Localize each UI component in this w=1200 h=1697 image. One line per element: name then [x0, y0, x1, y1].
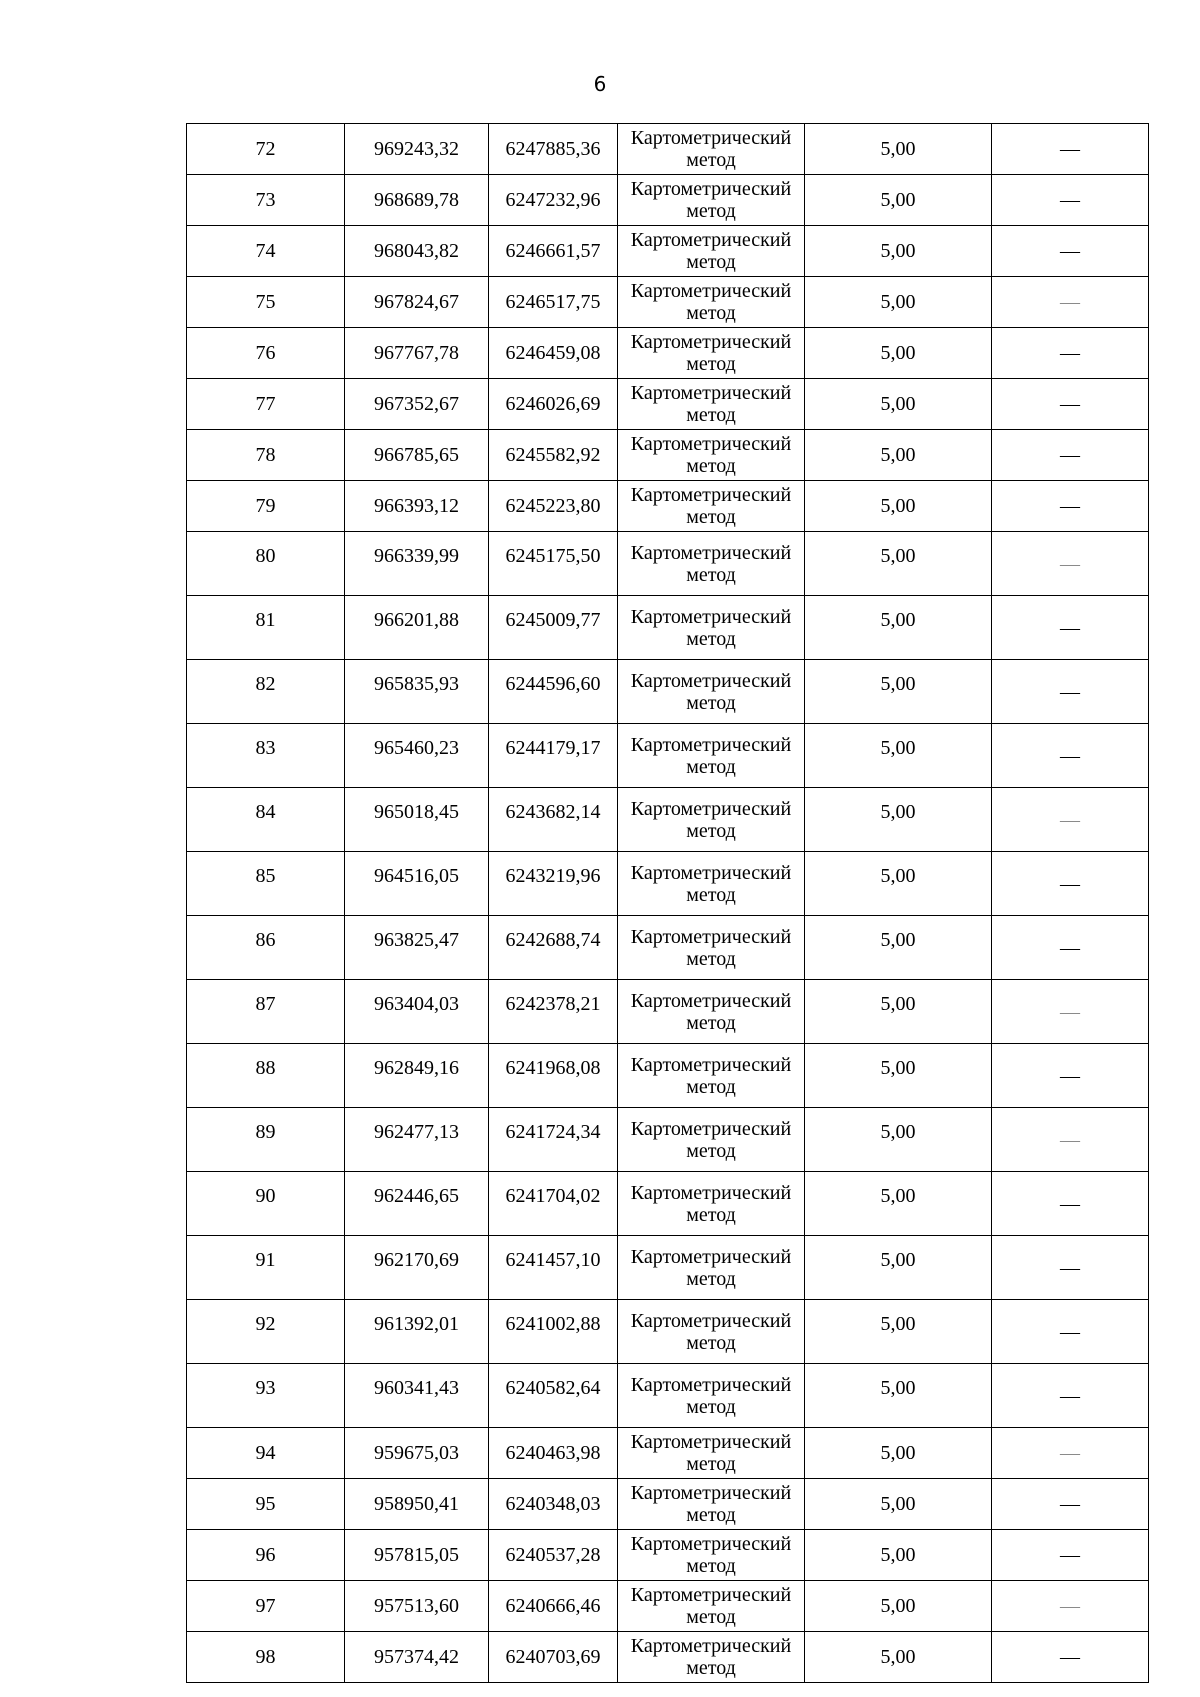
method-cell — [618, 1172, 805, 1236]
note-cell: — — [992, 1632, 1149, 1683]
note-cell: — — [992, 596, 1149, 660]
x-coordinate-cell: 961392,01 — [345, 1300, 489, 1364]
note-cell: — — [992, 532, 1149, 596]
method-cell — [618, 1044, 805, 1108]
method-cell — [618, 1479, 805, 1530]
method-cell — [618, 430, 805, 481]
accuracy-cell: 5,00 — [805, 430, 992, 481]
x-coordinate-cell: 964516,05 — [345, 852, 489, 916]
note-cell: — — [992, 916, 1149, 980]
y-coordinate-cell: 6244596,60 — [489, 660, 618, 724]
method-line-1: Картометрический — [630, 229, 792, 251]
y-coordinate-cell: 6243219,96 — [489, 852, 618, 916]
method-cell — [618, 1300, 805, 1364]
method-line-1: Картометрический — [630, 1309, 792, 1332]
note-cell: — — [992, 1044, 1149, 1108]
method-line-2: метод — [686, 302, 736, 324]
table-row — [187, 1108, 1149, 1172]
x-coordinate-cell: 966201,88 — [345, 596, 489, 660]
point-number-cell: 78 — [187, 430, 345, 481]
method-line-2: метод — [686, 947, 736, 970]
note-cell: — — [992, 1581, 1149, 1632]
note-cell: — — [992, 1108, 1149, 1172]
table-row — [187, 596, 1149, 660]
method-line-2: метод — [686, 1395, 736, 1418]
accuracy-cell: 5,00 — [805, 852, 992, 916]
accuracy-cell: 5,00 — [805, 328, 992, 379]
table-row — [187, 1530, 1149, 1581]
method-line-1: Картометрический — [630, 733, 792, 756]
method-cell — [618, 724, 805, 788]
method-line-1: Картометрический — [630, 669, 792, 692]
table-row — [187, 1172, 1149, 1236]
y-coordinate-cell: 6246517,75 — [489, 277, 618, 328]
method-line-2: метод — [686, 1331, 736, 1354]
point-number-cell: 73 — [187, 175, 345, 226]
x-coordinate-cell: 965460,23 — [345, 724, 489, 788]
method-cell — [618, 481, 805, 532]
point-number-cell: 91 — [187, 1236, 345, 1300]
note-cell: — — [992, 124, 1149, 175]
point-number-cell: 92 — [187, 1300, 345, 1364]
method-line-2: метод — [686, 1555, 736, 1577]
point-number-cell: 86 — [187, 916, 345, 980]
method-line-1: Картометрический — [630, 433, 792, 455]
x-coordinate-cell: 960341,43 — [345, 1364, 489, 1428]
x-coordinate-cell: 957815,05 — [345, 1530, 489, 1581]
note-cell: — — [992, 1172, 1149, 1236]
table-row — [187, 277, 1149, 328]
point-number-cell: 77 — [187, 379, 345, 430]
y-coordinate-cell: 6247885,36 — [489, 124, 618, 175]
table-row — [187, 788, 1149, 852]
coordinates-table — [186, 123, 1149, 1683]
accuracy-cell: 5,00 — [805, 532, 992, 596]
accuracy-cell: 5,00 — [805, 1236, 992, 1300]
note-cell: — — [992, 1479, 1149, 1530]
method-line-1: Картометрический — [630, 280, 792, 302]
method-cell — [618, 226, 805, 277]
x-coordinate-cell: 967824,67 — [345, 277, 489, 328]
accuracy-cell: 5,00 — [805, 1479, 992, 1530]
method-cell — [618, 1108, 805, 1172]
x-coordinate-cell: 958950,41 — [345, 1479, 489, 1530]
table-row — [187, 1428, 1149, 1479]
note-cell: — — [992, 175, 1149, 226]
point-number-cell: 97 — [187, 1581, 345, 1632]
x-coordinate-cell: 965018,45 — [345, 788, 489, 852]
y-coordinate-cell: 6240703,69 — [489, 1632, 618, 1683]
y-coordinate-cell: 6240463,98 — [489, 1428, 618, 1479]
y-coordinate-cell: 6245175,50 — [489, 532, 618, 596]
y-coordinate-cell: 6242688,74 — [489, 916, 618, 980]
accuracy-cell: 5,00 — [805, 1428, 992, 1479]
note-cell: — — [992, 430, 1149, 481]
method-cell — [618, 852, 805, 916]
x-coordinate-cell: 962849,16 — [345, 1044, 489, 1108]
method-line-2: метод — [686, 200, 736, 222]
x-coordinate-cell: 957513,60 — [345, 1581, 489, 1632]
y-coordinate-cell: 6241002,88 — [489, 1300, 618, 1364]
point-number-cell: 74 — [187, 226, 345, 277]
note-cell: — — [992, 379, 1149, 430]
method-line-2: метод — [686, 353, 736, 375]
method-cell — [618, 660, 805, 724]
point-number-cell: 94 — [187, 1428, 345, 1479]
table-row — [187, 532, 1149, 596]
table-row — [187, 1044, 1149, 1108]
point-number-cell: 85 — [187, 852, 345, 916]
point-number-cell: 80 — [187, 532, 345, 596]
x-coordinate-cell: 965835,93 — [345, 660, 489, 724]
y-coordinate-cell: 6240348,03 — [489, 1479, 618, 1530]
table-row — [187, 1632, 1149, 1683]
method-cell — [618, 1364, 805, 1428]
method-cell — [618, 379, 805, 430]
method-line-1: Картометрический — [630, 861, 792, 884]
method-cell — [618, 328, 805, 379]
point-number-cell: 82 — [187, 660, 345, 724]
accuracy-cell: 5,00 — [805, 660, 992, 724]
accuracy-cell: 5,00 — [805, 379, 992, 430]
method-cell — [618, 596, 805, 660]
x-coordinate-cell: 962477,13 — [345, 1108, 489, 1172]
accuracy-cell: 5,00 — [805, 1108, 992, 1172]
y-coordinate-cell: 6240666,46 — [489, 1581, 618, 1632]
method-line-1: Картометрический — [630, 127, 792, 149]
table-row — [187, 379, 1149, 430]
method-cell — [618, 980, 805, 1044]
method-line-2: метод — [686, 819, 736, 842]
method-cell — [618, 532, 805, 596]
method-line-1: Картометрический — [630, 1053, 792, 1076]
method-line-2: метод — [686, 563, 736, 586]
point-number-cell: 95 — [187, 1479, 345, 1530]
method-line-2: метод — [686, 1606, 736, 1628]
method-line-2: метод — [686, 883, 736, 906]
method-line-2: метод — [686, 1075, 736, 1098]
method-line-2: метод — [686, 1504, 736, 1526]
y-coordinate-cell: 6243682,14 — [489, 788, 618, 852]
note-cell: — — [992, 788, 1149, 852]
table-row — [187, 1300, 1149, 1364]
method-line-1: Картометрический — [630, 1533, 792, 1555]
y-coordinate-cell: 6246026,69 — [489, 379, 618, 430]
method-line-2: метод — [686, 755, 736, 778]
table-row — [187, 481, 1149, 532]
x-coordinate-cell: 968043,82 — [345, 226, 489, 277]
page-number: 6 — [593, 72, 607, 96]
y-coordinate-cell: 6245223,80 — [489, 481, 618, 532]
x-coordinate-cell: 962170,69 — [345, 1236, 489, 1300]
point-number-cell: 76 — [187, 328, 345, 379]
point-number-cell: 79 — [187, 481, 345, 532]
method-line-1: Картометрический — [630, 1584, 792, 1606]
table-row — [187, 1581, 1149, 1632]
method-line-1: Картометрический — [630, 1373, 792, 1396]
method-cell — [618, 277, 805, 328]
method-cell — [618, 788, 805, 852]
method-cell — [618, 1632, 805, 1683]
note-cell: — — [992, 1364, 1149, 1428]
accuracy-cell: 5,00 — [805, 1172, 992, 1236]
method-line-2: метод — [686, 251, 736, 273]
note-cell: — — [992, 226, 1149, 277]
note-cell: — — [992, 1300, 1149, 1364]
table-row — [187, 1479, 1149, 1530]
point-number-cell: 88 — [187, 1044, 345, 1108]
x-coordinate-cell: 966785,65 — [345, 430, 489, 481]
x-coordinate-cell: 968689,78 — [345, 175, 489, 226]
x-coordinate-cell: 959675,03 — [345, 1428, 489, 1479]
note-cell: — — [992, 277, 1149, 328]
table-row — [187, 175, 1149, 226]
point-number-cell: 81 — [187, 596, 345, 660]
point-number-cell: 98 — [187, 1632, 345, 1683]
method-line-2: метод — [686, 404, 736, 426]
note-cell: — — [992, 1236, 1149, 1300]
x-coordinate-cell: 966393,12 — [345, 481, 489, 532]
method-line-1: Картометрический — [630, 989, 792, 1012]
table-row — [187, 124, 1149, 175]
point-number-cell: 96 — [187, 1530, 345, 1581]
y-coordinate-cell: 6241724,34 — [489, 1108, 618, 1172]
table-row — [187, 660, 1149, 724]
y-coordinate-cell: 6241457,10 — [489, 1236, 618, 1300]
point-number-cell: 87 — [187, 980, 345, 1044]
method-line-1: Картометрический — [630, 925, 792, 948]
point-number-cell: 93 — [187, 1364, 345, 1428]
table-row — [187, 1236, 1149, 1300]
method-cell — [618, 1581, 805, 1632]
accuracy-cell: 5,00 — [805, 916, 992, 980]
method-line-1: Картометрический — [630, 382, 792, 404]
accuracy-cell: 5,00 — [805, 277, 992, 328]
accuracy-cell: 5,00 — [805, 788, 992, 852]
y-coordinate-cell: 6241968,08 — [489, 1044, 618, 1108]
note-cell: — — [992, 980, 1149, 1044]
method-line-1: Картометрический — [630, 605, 792, 628]
accuracy-cell: 5,00 — [805, 724, 992, 788]
table-row — [187, 1364, 1149, 1428]
y-coordinate-cell: 6240537,28 — [489, 1530, 618, 1581]
method-cell — [618, 1530, 805, 1581]
method-cell — [618, 916, 805, 980]
x-coordinate-cell: 963404,03 — [345, 980, 489, 1044]
y-coordinate-cell: 6245582,92 — [489, 430, 618, 481]
method-cell — [618, 1428, 805, 1479]
note-cell: — — [992, 1530, 1149, 1581]
method-line-1: Картометрический — [630, 484, 792, 506]
table-row — [187, 430, 1149, 481]
y-coordinate-cell: 6246459,08 — [489, 328, 618, 379]
method-line-2: метод — [686, 627, 736, 650]
table-row — [187, 916, 1149, 980]
accuracy-cell: 5,00 — [805, 124, 992, 175]
table-row — [187, 226, 1149, 277]
method-line-1: Картометрический — [630, 331, 792, 353]
method-line-1: Картометрический — [630, 1181, 792, 1204]
method-line-1: Картометрический — [630, 1117, 792, 1140]
table-row — [187, 980, 1149, 1044]
method-line-1: Картометрический — [630, 1431, 792, 1453]
accuracy-cell: 5,00 — [805, 1300, 992, 1364]
method-cell — [618, 124, 805, 175]
table-body — [187, 124, 1149, 1683]
y-coordinate-cell: 6247232,96 — [489, 175, 618, 226]
x-coordinate-cell: 963825,47 — [345, 916, 489, 980]
table-row — [187, 328, 1149, 379]
accuracy-cell: 5,00 — [805, 1632, 992, 1683]
x-coordinate-cell: 966339,99 — [345, 532, 489, 596]
accuracy-cell: 5,00 — [805, 1044, 992, 1108]
method-line-1: Картометрический — [630, 541, 792, 564]
y-coordinate-cell: 6241704,02 — [489, 1172, 618, 1236]
table-row — [187, 724, 1149, 788]
accuracy-cell: 5,00 — [805, 481, 992, 532]
method-line-2: метод — [686, 1267, 736, 1290]
accuracy-cell: 5,00 — [805, 980, 992, 1044]
y-coordinate-cell: 6242378,21 — [489, 980, 618, 1044]
y-coordinate-cell: 6240582,64 — [489, 1364, 618, 1428]
accuracy-cell: 5,00 — [805, 596, 992, 660]
table-row — [187, 852, 1149, 916]
method-line-1: Картометрический — [630, 1482, 792, 1504]
method-line-2: метод — [686, 455, 736, 477]
accuracy-cell: 5,00 — [805, 1581, 992, 1632]
note-cell: — — [992, 724, 1149, 788]
x-coordinate-cell: 967352,67 — [345, 379, 489, 430]
y-coordinate-cell: 6245009,77 — [489, 596, 618, 660]
note-cell: — — [992, 481, 1149, 532]
method-line-2: метод — [686, 506, 736, 528]
method-cell — [618, 1236, 805, 1300]
note-cell: — — [992, 328, 1149, 379]
x-coordinate-cell: 967767,78 — [345, 328, 489, 379]
method-line-2: метод — [686, 1203, 736, 1226]
point-number-cell: 83 — [187, 724, 345, 788]
method-line-2: метод — [686, 149, 736, 171]
method-line-1: Картометрический — [630, 1635, 792, 1657]
y-coordinate-cell: 6246661,57 — [489, 226, 618, 277]
method-line-2: метод — [686, 1139, 736, 1162]
accuracy-cell: 5,00 — [805, 226, 992, 277]
point-number-cell: 89 — [187, 1108, 345, 1172]
x-coordinate-cell: 969243,32 — [345, 124, 489, 175]
method-line-1: Картометрический — [630, 1245, 792, 1268]
method-line-2: метод — [686, 1011, 736, 1034]
x-coordinate-cell: 957374,42 — [345, 1632, 489, 1683]
note-cell: — — [992, 660, 1149, 724]
y-coordinate-cell: 6244179,17 — [489, 724, 618, 788]
note-cell: — — [992, 1428, 1149, 1479]
accuracy-cell: 5,00 — [805, 175, 992, 226]
point-number-cell: 72 — [187, 124, 345, 175]
note-cell: — — [992, 852, 1149, 916]
method-line-2: метод — [686, 1453, 736, 1475]
x-coordinate-cell: 962446,65 — [345, 1172, 489, 1236]
method-cell — [618, 175, 805, 226]
point-number-cell: 84 — [187, 788, 345, 852]
method-line-2: метод — [686, 1657, 736, 1679]
method-line-1: Картометрический — [630, 178, 792, 200]
accuracy-cell: 5,00 — [805, 1364, 992, 1428]
method-line-2: метод — [686, 691, 736, 714]
method-line-1: Картометрический — [630, 797, 792, 820]
point-number-cell: 90 — [187, 1172, 345, 1236]
accuracy-cell: 5,00 — [805, 1530, 992, 1581]
point-number-cell: 75 — [187, 277, 345, 328]
